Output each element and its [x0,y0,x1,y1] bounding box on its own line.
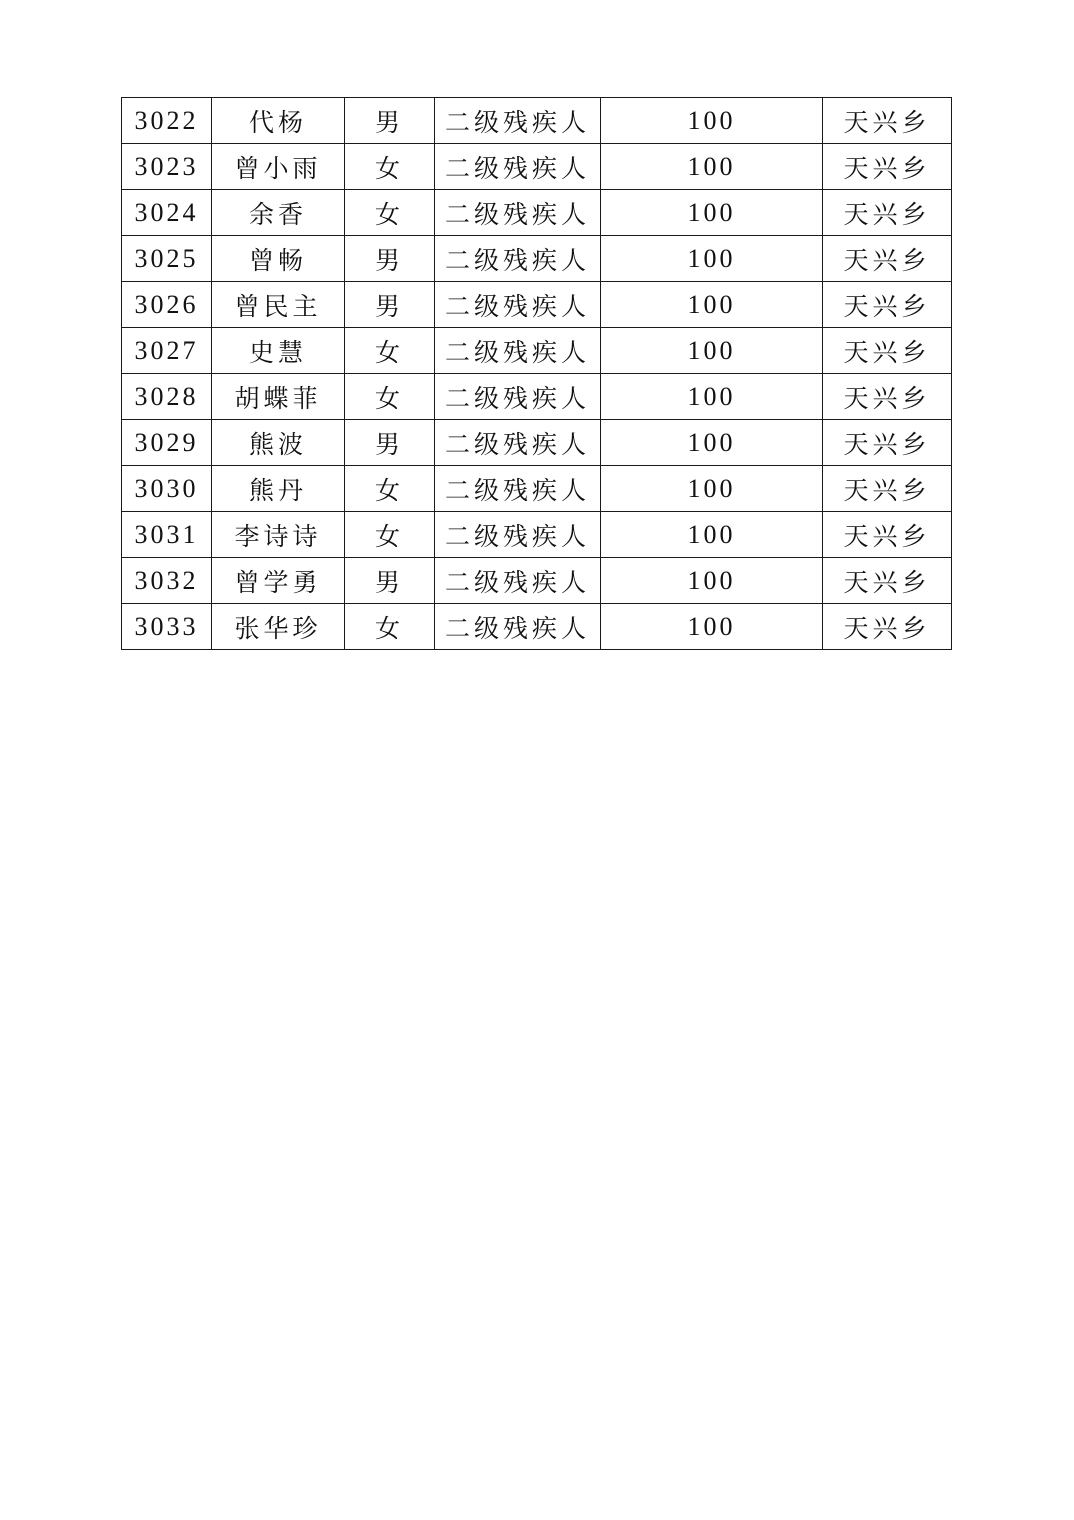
township-cell: 天兴乡 [823,328,952,374]
gender-cell: 女 [345,512,435,558]
id-cell: 3024 [122,190,212,236]
amount-cell: 100 [601,374,823,420]
gender-cell: 男 [345,558,435,604]
category-cell: 二级残疾人 [435,604,601,650]
id-cell: 3033 [122,604,212,650]
amount-cell: 100 [601,144,823,190]
roster-table [121,97,952,650]
amount-cell: 100 [601,604,823,650]
gender-cell: 女 [345,604,435,650]
amount-cell: 100 [601,282,823,328]
id-cell: 3026 [122,282,212,328]
gender-cell: 女 [345,144,435,190]
id-cell: 3032 [122,558,212,604]
category-cell: 二级残疾人 [435,144,601,190]
gender-cell: 女 [345,328,435,374]
township-cell: 天兴乡 [823,512,952,558]
name-cell: 余香 [212,190,345,236]
id-cell: 3030 [122,466,212,512]
category-cell: 二级残疾人 [435,374,601,420]
id-cell: 3023 [122,144,212,190]
amount-cell: 100 [601,512,823,558]
amount-cell: 100 [601,420,823,466]
amount-cell: 100 [601,466,823,512]
amount-cell: 100 [601,98,823,144]
id-cell: 3028 [122,374,212,420]
township-cell: 天兴乡 [823,144,952,190]
township-cell: 天兴乡 [823,98,952,144]
name-cell: 熊丹 [212,466,345,512]
gender-cell: 男 [345,282,435,328]
gender-cell: 男 [345,236,435,282]
township-cell: 天兴乡 [823,282,952,328]
township-cell: 天兴乡 [823,558,952,604]
name-cell: 李诗诗 [212,512,345,558]
name-cell: 曾小雨 [212,144,345,190]
name-cell: 曾学勇 [212,558,345,604]
township-cell: 天兴乡 [823,374,952,420]
table-row [122,512,952,558]
township-cell: 天兴乡 [823,604,952,650]
name-cell: 熊波 [212,420,345,466]
amount-cell: 100 [601,328,823,374]
id-cell: 3022 [122,98,212,144]
amount-cell: 100 [601,190,823,236]
name-cell: 史慧 [212,328,345,374]
amount-cell: 100 [601,236,823,282]
table-row [122,98,952,144]
gender-cell: 女 [345,190,435,236]
name-cell: 曾民主 [212,282,345,328]
table-row [122,144,952,190]
gender-cell: 女 [345,466,435,512]
township-cell: 天兴乡 [823,236,952,282]
id-cell: 3031 [122,512,212,558]
amount-cell: 100 [601,558,823,604]
id-cell: 3029 [122,420,212,466]
category-cell: 二级残疾人 [435,512,601,558]
table-row [122,374,952,420]
table-row [122,282,952,328]
table-row [122,558,952,604]
table-row [122,328,952,374]
table-row [122,236,952,282]
name-cell: 胡蝶菲 [212,374,345,420]
id-cell: 3027 [122,328,212,374]
table-row [122,420,952,466]
gender-cell: 男 [345,98,435,144]
category-cell: 二级残疾人 [435,98,601,144]
category-cell: 二级残疾人 [435,558,601,604]
category-cell: 二级残疾人 [435,190,601,236]
table-row [122,190,952,236]
township-cell: 天兴乡 [823,466,952,512]
gender-cell: 男 [345,420,435,466]
category-cell: 二级残疾人 [435,282,601,328]
name-cell: 代杨 [212,98,345,144]
table-row [122,466,952,512]
name-cell: 张华珍 [212,604,345,650]
township-cell: 天兴乡 [823,190,952,236]
table-row [122,604,952,650]
name-cell: 曾畅 [212,236,345,282]
category-cell: 二级残疾人 [435,328,601,374]
category-cell: 二级残疾人 [435,236,601,282]
township-cell: 天兴乡 [823,420,952,466]
category-cell: 二级残疾人 [435,466,601,512]
category-cell: 二级残疾人 [435,420,601,466]
gender-cell: 女 [345,374,435,420]
id-cell: 3025 [122,236,212,282]
